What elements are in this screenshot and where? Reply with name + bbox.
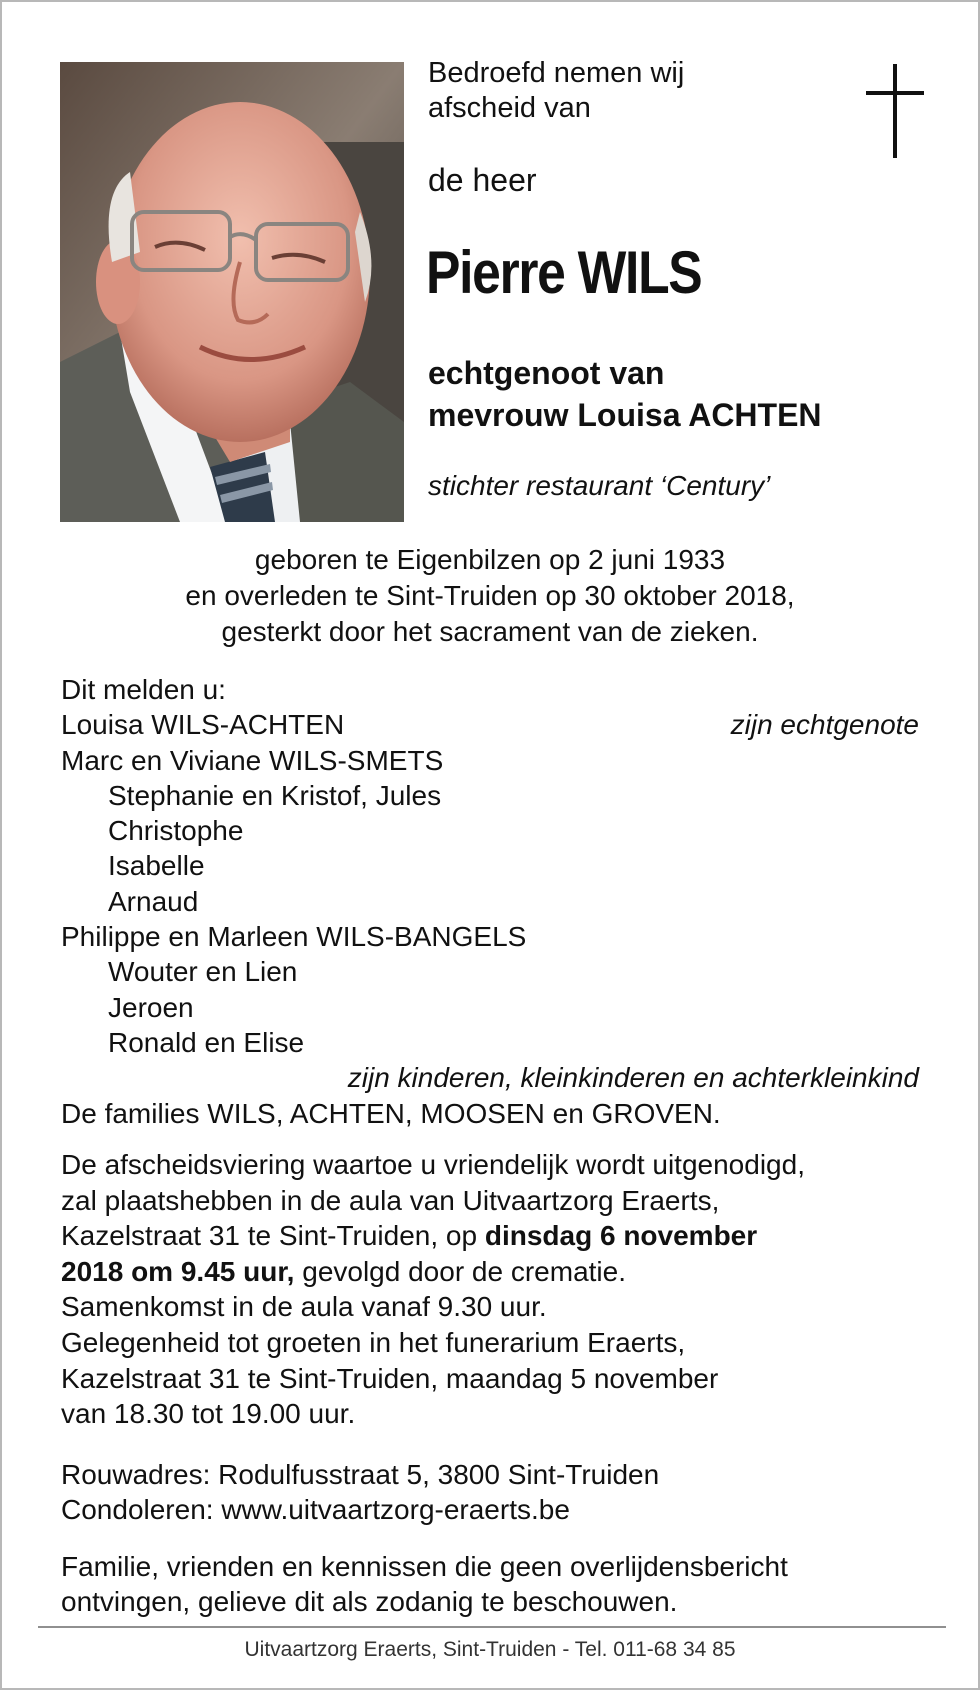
- died-line: en overleden te Sint-Truiden op 30 oktober 2018,: [185, 580, 795, 611]
- divider: [38, 1626, 946, 1628]
- list-item: Christophe: [108, 815, 244, 847]
- list-item: Stephanie en Kristof, Jules: [108, 779, 442, 811]
- family-2: Philippe en Marleen WILS-BANGELS: [61, 921, 527, 953]
- list-item: Arnaud: [108, 885, 199, 917]
- sacrament-line: gesterkt door het sacrament van de zieken.: [221, 616, 759, 647]
- ceremony-line-4: [61, 1254, 805, 1290]
- portrait-photo: [60, 62, 404, 522]
- list-item: [61, 707, 919, 742]
- spouse-info: [428, 352, 822, 436]
- list-item: [61, 1060, 919, 1095]
- spouse-line-2: mevrouw Louisa ACHTEN: [428, 397, 822, 433]
- children-relation: zijn kinderen, kleinkinderen en achterkleinkind: [347, 1062, 919, 1094]
- spouse-line-1: echtgenoot van: [428, 355, 665, 391]
- ceremony-line-1: De afscheidsviering waartoe u vriendelijk wordt uitgenodigd,: [61, 1149, 805, 1180]
- intro-line-1: Bedroefd nemen wij: [428, 57, 685, 89]
- ceremony-line-3-text: Kazelstraat 31 te Sint-Truiden, op: [61, 1220, 485, 1252]
- intro-text: [428, 56, 684, 126]
- list-item: Jeroen: [108, 991, 194, 1023]
- latin-cross-icon: [866, 64, 924, 158]
- families-line: De families WILS, ACHTEN, MOOSEN en GROVEN.: [61, 1097, 721, 1129]
- spouse-relation: zijn echtgenote: [730, 709, 919, 741]
- footer-text: Uitvaartzorg Eraerts, Sint-Truiden - Tel. 011-68 34 85: [244, 1638, 736, 1661]
- mourners-list: [61, 672, 919, 1131]
- closing-note: [61, 1549, 788, 1619]
- contact-info: [61, 1457, 659, 1527]
- mourners-header: Dit melden u:: [61, 674, 226, 705]
- closing-line-2: ontvingen, gelieve dit als zodanig te beschouwen.: [61, 1586, 678, 1617]
- ceremony-line-3: [61, 1218, 805, 1254]
- ceremony-line-2: zal plaatshebben in de aula van Uitvaartzorg Eraerts,: [61, 1184, 720, 1216]
- condolence-website: Condoleren: www.uitvaartzorg-eraerts.be: [61, 1494, 570, 1525]
- intro-line-2: afscheid van: [428, 92, 591, 124]
- list-item: Isabelle: [108, 850, 205, 882]
- ceremony-date: dinsdag 6 november: [484, 1220, 758, 1252]
- occupation-text: stichter restaurant ‘Century’: [428, 470, 771, 501]
- closing-line-1: Familie, vrienden en kennissen die geen overlijdensbericht: [61, 1551, 788, 1582]
- born-line: geboren te Eigenbilzen op 2 juni 1933: [254, 544, 726, 575]
- ceremony-line-7: Kazelstraat 31 te Sint-Truiden, maandag 5 november: [61, 1362, 719, 1394]
- ceremony-info: [61, 1147, 805, 1432]
- list-item: Ronald en Elise: [108, 1026, 305, 1058]
- spouse-name: Louisa WILS-ACHTEN: [61, 709, 345, 741]
- title-prefix: de heer: [428, 162, 537, 198]
- deceased-name: Pierre WILS: [426, 239, 702, 306]
- life-dates: [2, 542, 978, 650]
- ceremony-line-8: van 18.30 tot 19.00 uur.: [61, 1398, 356, 1430]
- mourning-address: Rouwadres: Rodulfusstraat 5, 3800 Sint-Truiden: [61, 1459, 660, 1490]
- list-item: Wouter en Lien: [108, 956, 298, 988]
- ceremony-time: 2018 om 9.45 uur,: [61, 1255, 295, 1287]
- ceremony-line-5: Samenkomst in de aula vanaf 9.30 uur.: [61, 1291, 547, 1323]
- family-1: Marc en Viviane WILS-SMETS: [61, 744, 444, 776]
- ceremony-line-4-text: gevolgd door de crematie.: [294, 1255, 626, 1287]
- ceremony-line-6: Gelegenheid tot groeten in het funerarium Eraerts,: [61, 1326, 686, 1358]
